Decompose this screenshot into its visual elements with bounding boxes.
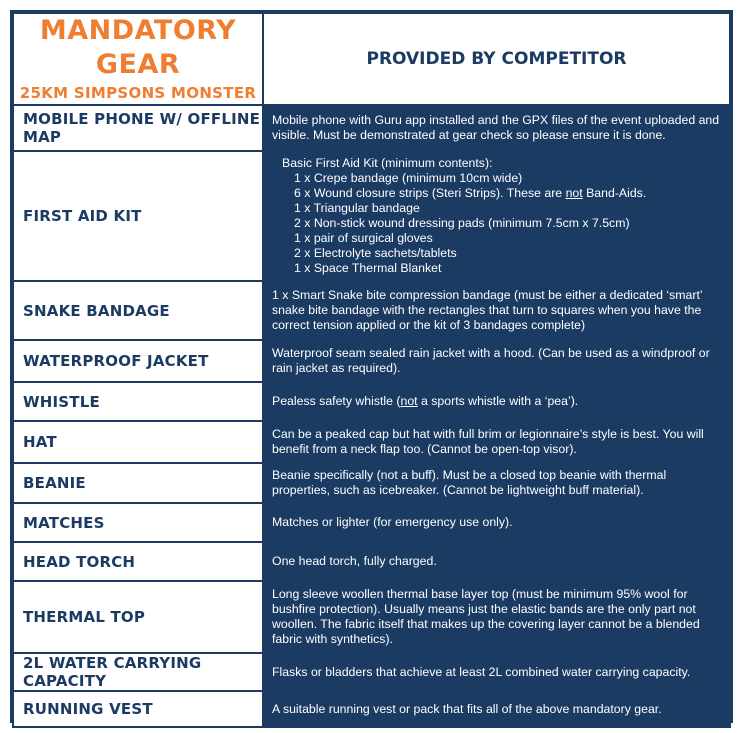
table-row [13, 691, 730, 727]
first-aid-item: 2 x Non-stick wound dressing pads (minimum 7.5cm x 7.5cm) [294, 216, 630, 230]
table-row [13, 382, 730, 421]
table-row [13, 281, 730, 340]
gear-table-frame [10, 10, 733, 723]
first-aid-item-text: Band-Aids. [586, 186, 647, 200]
desc-hat: Can be a peaked cap but hat with full brim or legionnaire’s style is best. You will benefit from a neck flap too. (Cannot be open-top visor). [263, 421, 730, 463]
page-title: MANDATORY GEAR [39, 15, 237, 80]
emphasis-not: not [400, 394, 418, 408]
whistle-desc-pre: Pealess safety whistle ( [272, 394, 401, 408]
emphasis-not: not [565, 186, 583, 200]
table-row [13, 463, 730, 503]
table-row [13, 105, 730, 151]
first-aid-item: 2 x Electrolyte sachets/tablets [294, 246, 457, 260]
desc-whistle [263, 382, 730, 421]
item-matches: MATCHES [13, 503, 263, 542]
item-snake-bandage: SNAKE BANDAGE [13, 281, 263, 340]
table-row [13, 421, 730, 463]
item-thermal-top: THERMAL TOP [13, 581, 263, 653]
header-title-cell [13, 13, 263, 105]
desc-thermal-top: Long sleeve woollen thermal base layer top (must be minimum 95% wool for bushfire protection). Usually means just the elastic bands are the only part not woollen. The fabric itself that makes up the covering layer cannot be a blended fabric with synthetics). [263, 581, 730, 653]
table-row [13, 340, 730, 382]
item-head-torch: HEAD TORCH [13, 542, 263, 581]
whistle-desc-post: a sports whistle with a ‘pea’). [417, 394, 579, 408]
first-aid-title: Basic First Aid Kit (minimum contents): [282, 156, 493, 170]
table-row [13, 503, 730, 542]
desc-first-aid-kit [263, 151, 730, 281]
item-water-capacity: 2L WATER CARRYING CAPACITY [13, 653, 263, 691]
first-aid-item: 1 x Crepe bandage (minimum 10cm wide) [294, 171, 523, 185]
provided-by-header: PROVIDED BY COMPETITOR [263, 13, 730, 105]
first-aid-item-text: 6 x Wound closure strips (Steri Strips). These are [294, 186, 563, 200]
first-aid-item: 1 x Triangular bandage [294, 201, 420, 215]
desc-head-torch: One head torch, fully charged. [263, 542, 730, 581]
desc-mobile-phone: Mobile phone with Guru app installed and the GPX files of the event uploaded and visible. Must be demonstrated at gear check so please ensure it is done. [263, 105, 730, 151]
table-row [13, 653, 730, 691]
item-hat: HAT [13, 421, 263, 463]
desc-beanie: Beanie specifically (not a buff). Must be a closed top beanie with thermal properties, such as icebreaker. (Cannot be lightweight buff material). [263, 463, 730, 503]
item-whistle: WHISTLE [13, 382, 263, 421]
item-first-aid-kit: FIRST AID KIT [13, 151, 263, 281]
desc-waterproof-jacket: Waterproof seam sealed rain jacket with a hood. (Can be used as a windproof or rain jacket as required). [263, 340, 730, 382]
first-aid-item: 1 x pair of surgical gloves [294, 231, 433, 245]
first-aid-list [272, 156, 721, 276]
table-row [13, 581, 730, 653]
desc-matches: Matches or lighter (for emergency use only). [263, 503, 730, 542]
desc-running-vest: A suitable running vest or pack that fits all of the above mandatory gear. [263, 691, 730, 727]
first-aid-item: 1 x Space Thermal Blanket [294, 261, 442, 275]
item-beanie: BEANIE [13, 463, 263, 503]
item-running-vest: RUNNING VEST [13, 691, 263, 727]
desc-snake-bandage: 1 x Smart Snake bite compression bandage (must be either a dedicated ‘smart’ snake bite bandage with the rectangles that turn to squares when you have the correct tension applied or the kit of 3 bandages complete) [263, 281, 730, 340]
event-subtitle: 25KM SIMPSONS MONSTER [19, 84, 257, 102]
header-row [13, 13, 730, 105]
mandatory-gear-table [12, 12, 731, 728]
item-mobile-phone: MOBILE PHONE W/ OFFLINE MAP [13, 105, 263, 151]
table-row [13, 542, 730, 581]
table-row [13, 151, 730, 281]
item-waterproof-jacket: WATERPROOF JACKET [13, 340, 263, 382]
first-aid-item [282, 186, 721, 201]
desc-water-capacity: Flasks or bladders that achieve at least 2L combined water carrying capacity. [263, 653, 730, 691]
